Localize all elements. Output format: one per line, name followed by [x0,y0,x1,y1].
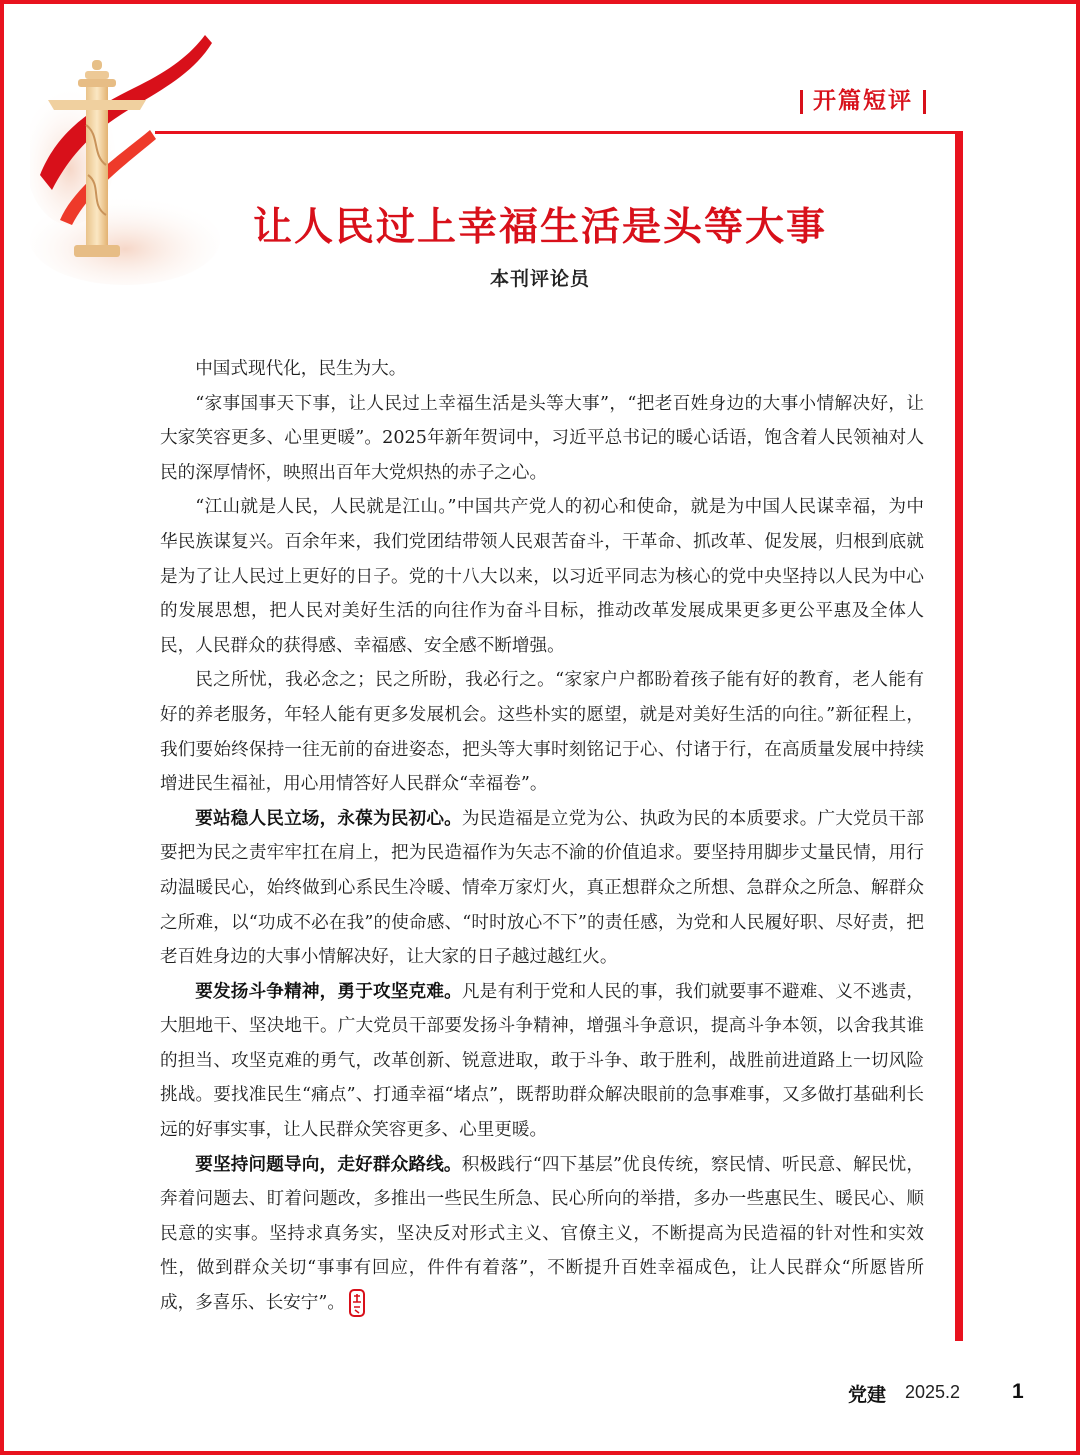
paragraph-7 [160,1148,924,1321]
paragraph-lead: 要发扬斗争精神，勇于攻坚克难。 [195,981,462,1002]
article-title: 让人民过上幸福生活是头等大事 [252,205,827,250]
paragraph-text: “家事国事天下事，让人民过上幸福生活是头等大事”，“把老百姓身边的大事小情解决好，让大家笑容更多、心里更暖”。2025年新年贺词中，习近平总书记的暖心话语，饱含着人民领袖对人民的深厚情怀，映照出百年大党炽热的赤子之心。 [160,393,924,483]
paragraph-6 [160,975,924,1148]
paragraph-lead: 要站稳人民立场，永葆为民初心。 [195,808,462,829]
footer-page-number: 1 [1012,1380,1024,1403]
article-body [160,352,924,1321]
paragraph-text: 中国式现代化，民生为大。 [195,359,407,379]
section-tag-label: 开篇短评 [813,88,913,114]
paragraph-text: “江山就是人民，人民就是江山。”中国共产党人的初心和使命，就是为中国人民谋幸福，为中华民族谋复兴。百余年来，我们党团结带领人民艰苦奋斗，干革命、抓改革、促发展，归根到底就是为了让人民过上更好的日子。党的十八大以来，以习近平同志为核心的党中央坚持以人民为中心的发展思想，把人民对美好生活的向往作为奋斗目标，推动改革发展成果更多更公平惠及全体人民，人民群众的获得感、幸福感、安全感不断增强。 [160,497,924,656]
paragraph-4 [160,663,924,801]
section-tag [790,86,936,116]
red-seal-end-mark-icon [349,1289,365,1317]
footer-issue: 2025.2 [905,1382,961,1402]
paragraph-5 [160,802,924,975]
paragraph-lead: 要坚持问题导向，走好群众路线。 [195,1154,462,1175]
paragraph-text: 凡是有利于党和人民的事，我们就要事不避难、义不逃责，大胆地干、坚决地干。广大党员干部要发扬斗争精神，增强斗争意识，提高斗争本领，以舍我其谁的担当、攻坚克难的勇气，改革创新、锐意进取，敢于斗争、敢于胜利，战胜前进道路上一切风险挑战。要找准民生“痛点”、打通幸福“堵点”，既帮助群众解决眼前的急事难事，又多做打基础利长远的好事实事，让人民群众笑容更多、心里更暖。 [160,981,924,1141]
paragraph-2 [160,387,924,491]
article-author: 本刊评论员 [489,268,590,290]
paragraph-text: 为民造福是立党为公、执政为民的本质要求。广大党员干部要把为民之责牢牢扛在肩上，把为民造福作为矢志不渝的价值追求。要坚持用脚步丈量民情，用行动温暖民心，始终做到心系民生冷暖、情牵万家灯火，真正想群众之所想、急群众之所急、解群众之所难，以“功成不必在我”的使命感、“时时放心不下”的责任感，为党和人民履好职、尽好责，把老百姓身边的大事小情解决好，让大家的日子越过越红火。 [160,808,924,968]
tag-right-bar [923,90,926,114]
paragraph-1 [160,352,924,387]
footer-magazine-name: 党建 [848,1384,887,1406]
inner-frame-right [955,131,963,1341]
paragraph-text: 积极践行“四下基层”优良传统，察民情、听民意、解民忧，奔着问题去、盯着问题改，多推出一些民生所急、民心所向的举措，多办一些惠民生、暖民心、顺民意的实事。坚持求真务实，坚决反对形式主义、官僚主义，不断提高为民造福的针对性和实效性，做到群众关切“事事有回应，件件有着落”，不断提升百姓幸福成色，让人民群众“所愿皆所成，多喜乐、长安宁”。 [160,1154,924,1314]
paragraph-3 [160,490,924,663]
tag-left-bar [800,90,803,114]
inner-frame-top [155,131,960,134]
paragraph-text: 民之所忧，我必念之；民之所盼，我必行之。“家家户户都盼着孩子能有好的教育，老人能有好的养老服务，年轻人能有更多发展机会。这些朴实的愿望，就是对美好生活的向往。”新征程上，我们要始终保持一往无前的奋进姿态，把头等大事时刻铭记于心、付诸于行，在高质量发展中持续增进民生福祉，用心用情答好人民群众“幸福卷”。 [160,670,924,795]
